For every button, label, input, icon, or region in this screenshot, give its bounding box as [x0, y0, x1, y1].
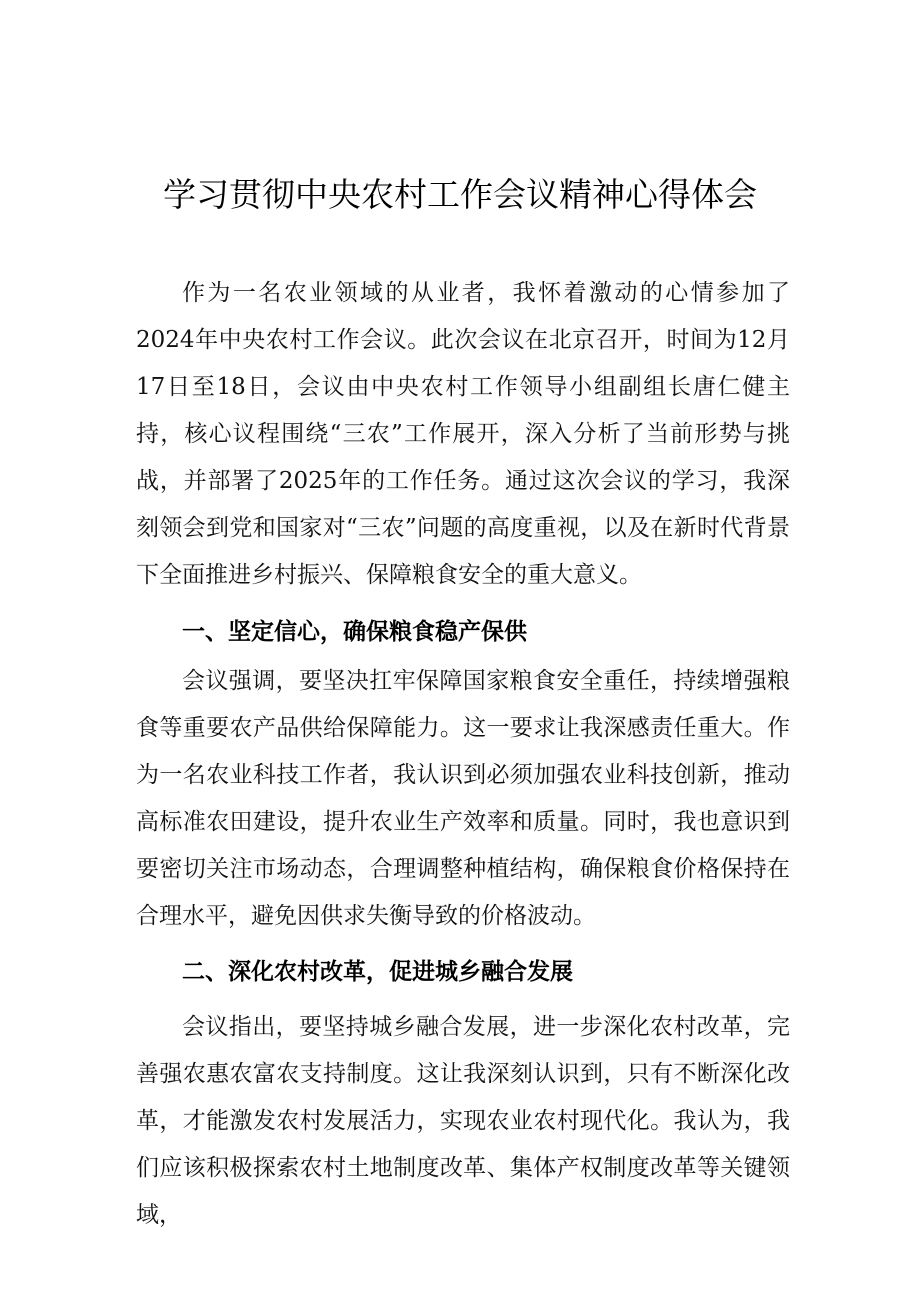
paragraph-section-2: 会议指出，要坚持城乡融合发展，进一步深化农村改革，完善强农惠农富农支持制度。这让我深刻认识到，只有不断深化改革，才能激发农村发展活力，实现农业农村现代化。我认为，我们应该积极探索农村土地制度改革、集体产权制度改革等关键领域，	[136, 1014, 790, 1228]
section-heading-1: 一、坚定信心，确保粮食稳产保供	[182, 619, 527, 645]
paragraph-intro: 作为一名农业领域的从业者，我怀着激动的心情参加了2024年中央农村工作会议。此次会议在北京召开，时间为12月17日至18日，会议由中央农村工作领导小组副组长唐仁健主持，核心议程围绕“三农”工作展开，深入分析了当前形势与挑战，并部署了2025年的工作任务。通过这次会议的学习，我深刻领会到党和国家对“三农”问题的高度重视，以及在新时代背景下全面推进乡村振兴、保障粮食安全的重大意义。	[136, 280, 790, 588]
paragraph-section-1: 会议强调，要坚决扛牢保障国家粮食安全重任，持续增强粮食等重要农产品供给保障能力。这一要求让我深感责任重大。作为一名农业科技工作者，我认识到必须加强农业科技创新，推动高标准农田建设，提升农业生产效率和质量。同时，我也意识到要密切关注市场动态，合理调整种植结构，确保粮食价格保持在合理水平，避免因供求失衡导致的价格波动。	[136, 668, 790, 929]
document-title: 学习贯彻中央农村工作会议精神心得体会	[163, 175, 757, 214]
section-heading-2: 二、深化农村改革，促进城乡融合发展	[182, 959, 573, 985]
